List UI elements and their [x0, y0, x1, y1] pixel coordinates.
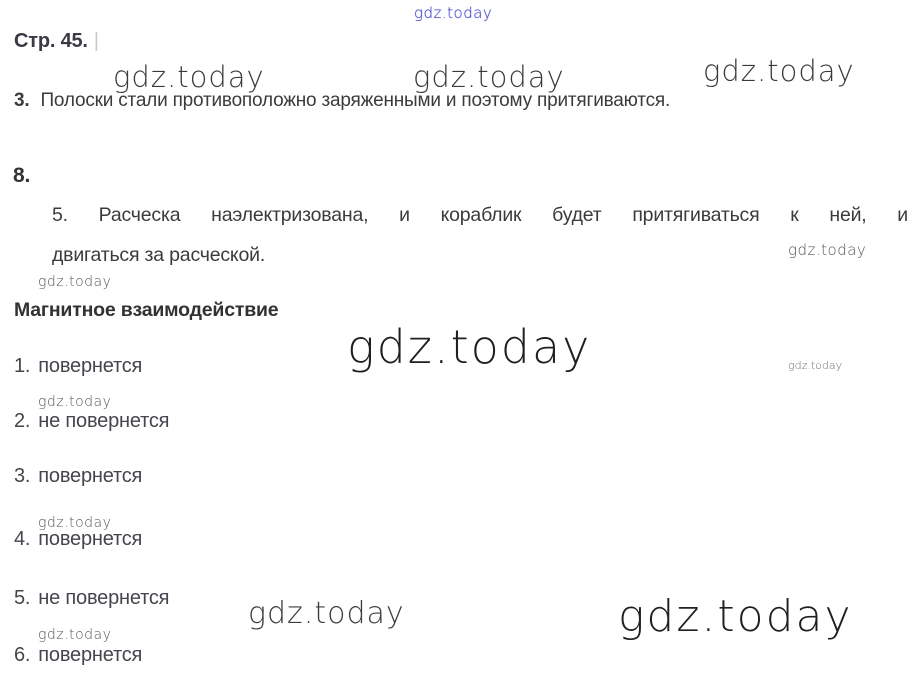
watermark-gdz-today-small-3: gdz.today — [38, 515, 112, 531]
page-title — [14, 30, 99, 53]
list-item-number: 6. — [14, 644, 31, 666]
list-item — [14, 465, 142, 488]
watermark-gdz-today-top-blue: gdz.today — [414, 4, 493, 22]
watermark-gdz-today-bottom-right: gdz.today — [618, 591, 853, 642]
watermark-gdz-today-medium-bottom: gdz.today — [248, 596, 405, 631]
text-cursor-mark: | — [93, 30, 99, 52]
answer-8-line-2: двигаться за расческой. — [52, 244, 266, 266]
list-item — [14, 644, 142, 667]
watermark-gdz-today-right-tiny: gdz.today — [788, 359, 843, 372]
answer-8-line-1: 5. Расческа наэлектризована, и кораблик будет притягиваться к ней, и — [52, 204, 908, 226]
list-item-text: не повернется — [38, 410, 170, 432]
list-item-number: 5. — [14, 587, 31, 609]
list-item — [14, 528, 142, 551]
watermark-gdz-today-right-mid: gdz.today — [788, 241, 867, 259]
watermark-gdz-today-row-center: gdz.today — [413, 60, 565, 94]
answer-8-number: 8. — [13, 164, 31, 187]
list-item-number: 1. — [14, 355, 31, 377]
watermark-gdz-today-row-left: gdz.today — [113, 60, 265, 94]
watermark-gdz-today-small-2: gdz.today — [38, 394, 112, 410]
list-item-text: повернется — [38, 528, 143, 550]
list-item — [14, 355, 142, 378]
list-item-text: не повернется — [38, 587, 170, 609]
list-item — [14, 587, 169, 610]
list-item-number: 2. — [14, 410, 31, 432]
answer-3-number: 3. — [14, 90, 30, 111]
watermark-gdz-today-center-large: gdz.today — [347, 320, 592, 374]
answer-3 — [14, 90, 670, 112]
section-heading: Магнитное взаимодействие — [14, 299, 279, 321]
watermark-gdz-today-small-4: gdz.today — [38, 627, 112, 643]
page-title-label: Стр. 45. — [14, 30, 88, 52]
answer-3-text: Полоски стали противоположно заряженными и поэтому притягиваются. — [40, 90, 671, 111]
watermark-gdz-today-small-1: gdz.today — [38, 274, 112, 290]
list-item-text: повернется — [38, 355, 143, 377]
list-item-text: повернется — [38, 465, 143, 487]
watermark-gdz-today-row-right: gdz.today — [703, 54, 855, 88]
list-item-text: повернется — [38, 644, 143, 666]
list-item-number: 4. — [14, 528, 31, 550]
list-item — [14, 410, 169, 433]
list-item-number: 3. — [14, 465, 31, 487]
